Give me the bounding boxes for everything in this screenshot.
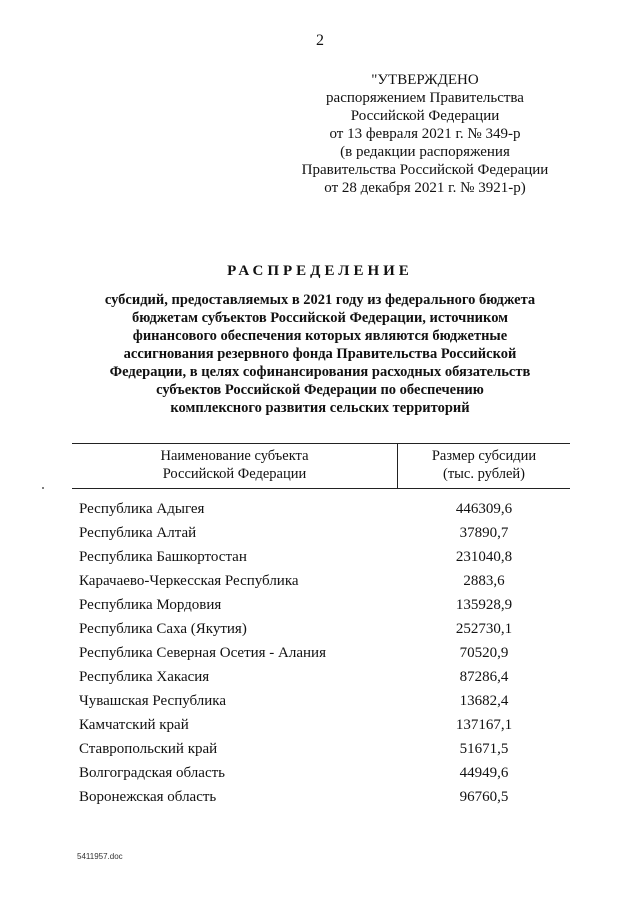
subsidy-value: 70520,9 (459, 645, 509, 661)
table-row (72, 761, 570, 785)
header-line: Российской Федерации (162, 466, 307, 482)
subsidy-table (72, 443, 570, 805)
region-name: Республика Башкортостан (79, 549, 247, 565)
approval-line: "УТВЕРЖДЕНО (371, 72, 479, 88)
table-row (72, 689, 570, 713)
approval-line: от 28 декабря 2021 г. № 3921-р) (324, 180, 526, 196)
table-row (72, 593, 570, 617)
header-line: (тыс. рублей) (443, 466, 525, 482)
subsidy-value: 37890,7 (459, 525, 509, 541)
subtitle-line: субсидий, предоставляемых в 2021 году из федерального бюджета (104, 292, 536, 308)
subsidy-value: 51671,5 (459, 741, 509, 757)
table-row (72, 641, 570, 665)
table-row (72, 497, 570, 521)
subsidy-value: 135928,9 (455, 597, 513, 613)
approval-line: распоряжением Правительства (326, 90, 524, 106)
header-line: Наименование субъекта (160, 448, 309, 464)
region-name: Республика Мордовия (79, 597, 222, 613)
region-name: Республика Адыгея (79, 501, 205, 517)
table-row (72, 569, 570, 593)
table-row (72, 785, 570, 809)
subtitle-line: субъектов Российской Федерации по обеспечению (156, 382, 484, 398)
region-name: Республика Хакасия (79, 669, 210, 685)
subtitle-line: финансового обеспечения которых являются бюджетные (132, 328, 508, 344)
approval-line: Российской Федерации (350, 108, 500, 124)
region-name: Воронежская область (79, 789, 217, 805)
approval-line: Правительства Российской Федерации (301, 162, 549, 178)
table-row (72, 545, 570, 569)
subsidy-value: 87286,4 (459, 669, 509, 685)
table-row (72, 617, 570, 641)
subtitle-line: Федерации, в целях софинансирования расходных обязательств (109, 364, 531, 380)
column-header-region (72, 447, 397, 483)
region-name: Карачаево-Черкесская Республика (79, 573, 299, 589)
subsidy-value: 96760,5 (459, 789, 509, 805)
page-number: 2 (316, 32, 324, 49)
table-header (72, 443, 570, 489)
subsidy-value: 13682,4 (459, 693, 509, 709)
column-header-subsidy (398, 447, 570, 483)
approval-line: от 13 февраля 2021 г. № 349-р (329, 126, 521, 142)
region-name: Чувашская Республика (79, 693, 227, 709)
subsidy-value: 231040,8 (455, 549, 513, 565)
region-name: Волгоградская область (79, 765, 225, 781)
region-name: Камчатский край (79, 717, 189, 733)
subsidy-value: 252730,1 (455, 621, 513, 637)
subsidy-value: 446309,6 (455, 501, 513, 517)
subsidy-value: 44949,6 (459, 765, 509, 781)
table-row (72, 665, 570, 689)
region-name: Ставропольский край (79, 741, 218, 757)
table-body (72, 497, 570, 809)
file-reference: 5411957.doc (77, 852, 123, 861)
subsidy-value: 2883,6 (463, 573, 505, 589)
subsidy-value: 137167,1 (455, 717, 513, 733)
table-row (72, 521, 570, 545)
document-subtitle (70, 291, 570, 417)
table-row (72, 737, 570, 761)
table-row (72, 713, 570, 737)
subtitle-line: бюджетам субъектов Российской Федерации, источником (131, 310, 509, 326)
region-name: Республика Саха (Якутия) (79, 621, 247, 637)
scan-speck (42, 487, 44, 489)
region-name: Республика Алтай (79, 525, 197, 541)
approval-stamp (290, 71, 560, 197)
subtitle-line: ассигнования резервного фонда Правительства Российской (123, 346, 517, 362)
subtitle-line: комплексного развития сельских территорий (170, 400, 470, 416)
document-title: РАСПРЕДЕЛЕНИЕ (227, 263, 413, 279)
region-name: Республика Северная Осетия - Алания (79, 645, 326, 661)
approval-line: (в редакции распоряжения (340, 144, 510, 160)
header-line: Размер субсидии (431, 448, 537, 464)
